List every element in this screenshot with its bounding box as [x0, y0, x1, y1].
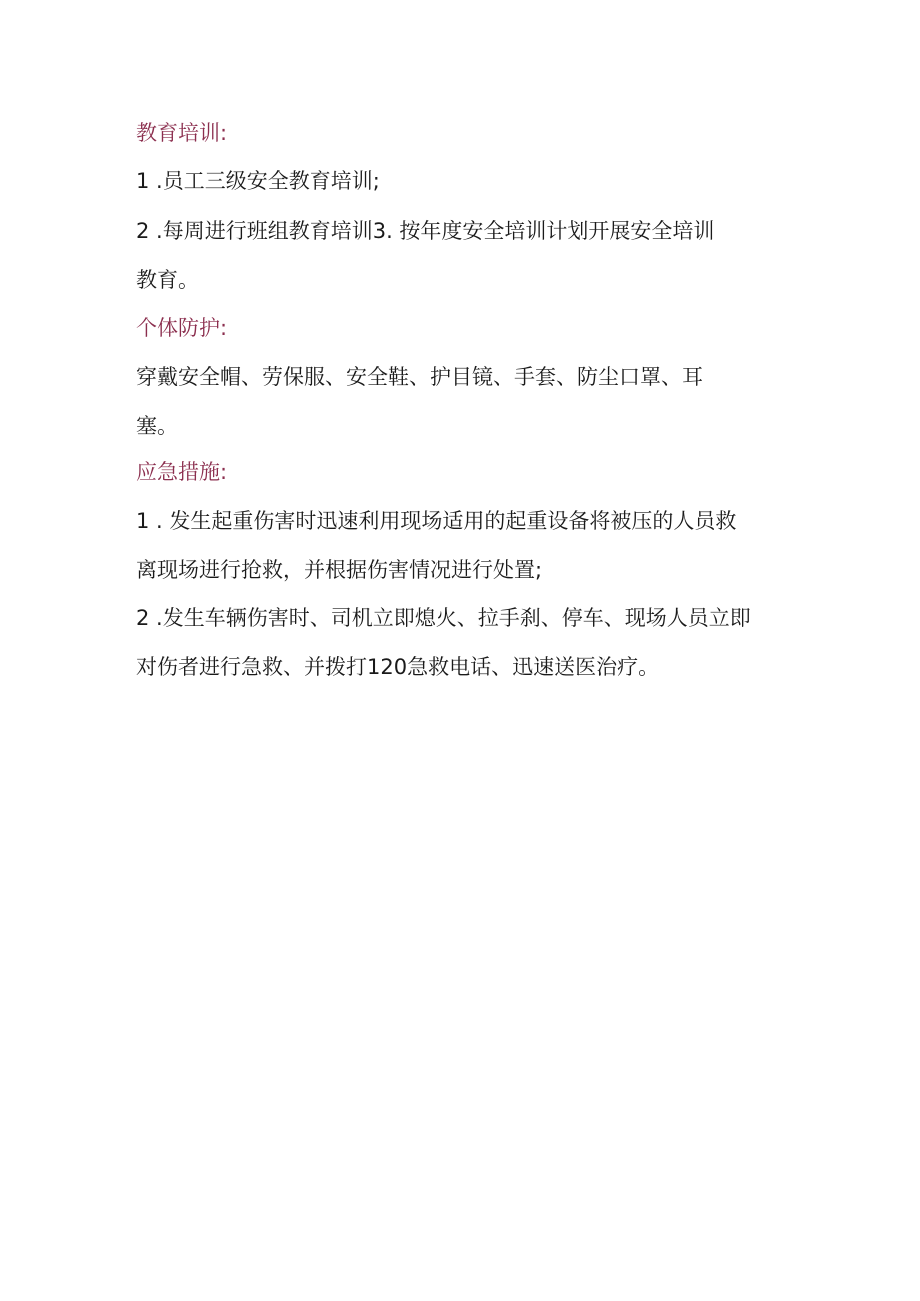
protection-heading: 个体防护: [136, 316, 228, 340]
education-heading: 教育培训: [136, 121, 228, 145]
protection-text-line-1: 穿戴安全帽、劳保服、安全鞋、护目镜、手套、防尘口罩、耳 [136, 365, 703, 389]
emergency-item-1-line-1: 1 . 发生起重伤害时迅速利用现场适用的起重设备将被压的人员救 [136, 509, 737, 533]
emergency-heading: 应急措施: [136, 460, 228, 484]
emergency-item-2-line-1: 2 .发生车辆伤害时、司机立即熄火、拉手刹、停车、现场人员立即 [136, 606, 751, 630]
education-item-1: 1 .员工三级安全教育培训; [136, 169, 380, 193]
emergency-item-1-line-2: 离现场进行抢救，并根据伤害情况进行处置; [136, 558, 543, 582]
education-item-2-line-2: 教育。 [136, 268, 199, 292]
emergency-item-2-line-2: 对伤者进行急救、并拨打120急救电话、迅速送医治疗。 [136, 655, 660, 679]
education-item-2-line-1: 2 .每周进行班组教育培训3. 按年度安全培训计划开展安全培训 [136, 219, 715, 243]
protection-text-line-2: 塞。 [136, 414, 178, 438]
